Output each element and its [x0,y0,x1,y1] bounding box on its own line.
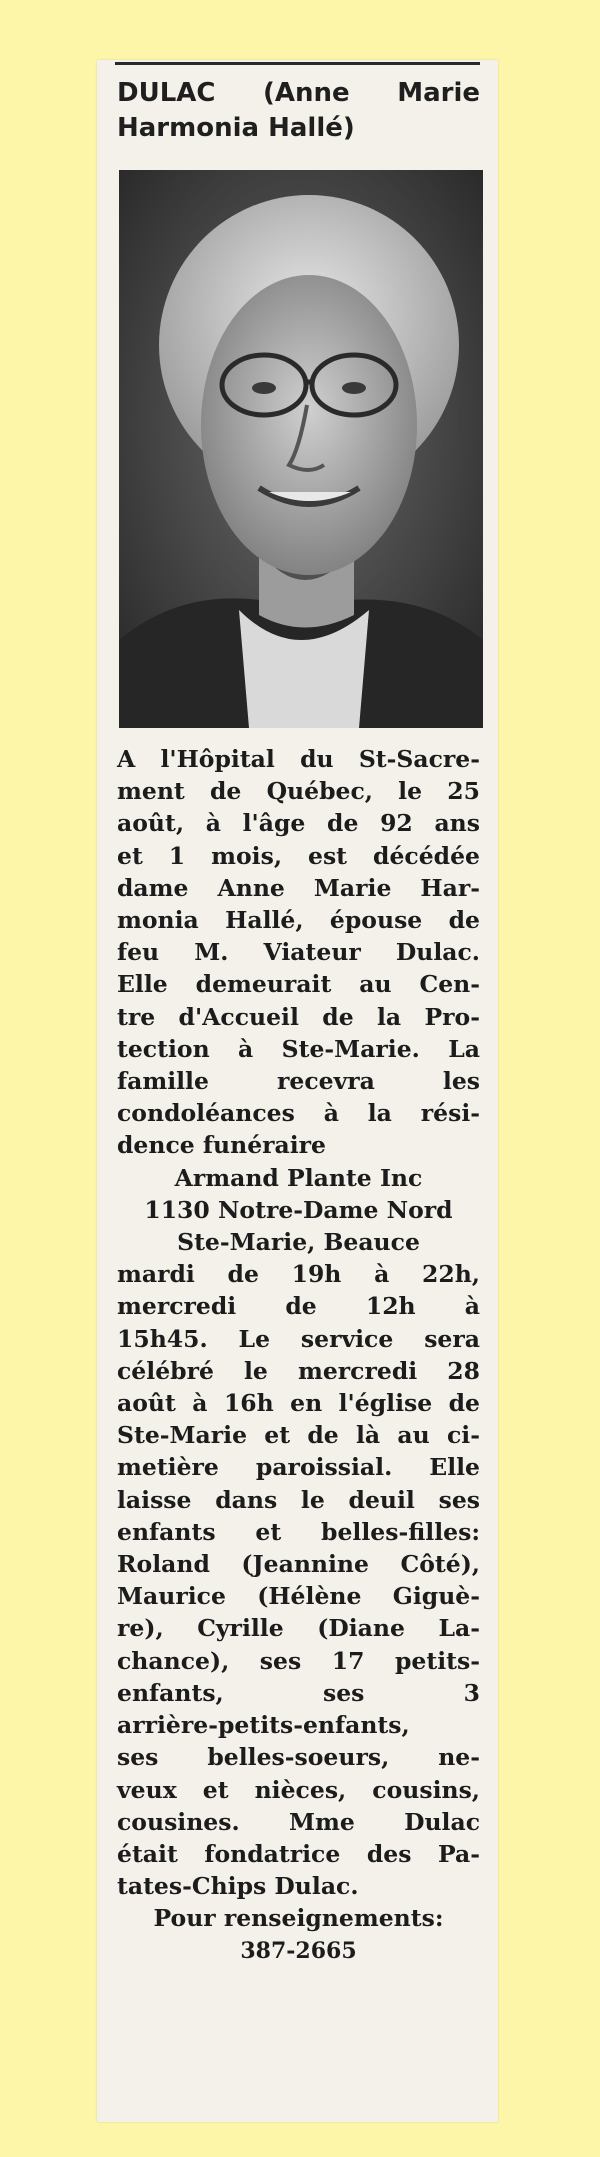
heading-line-2: Harmonia Hallé) [117,113,355,143]
body-line: metière paroissial. Elle [117,1453,480,1482]
body-line: Ste-Marie et de là au ci- [117,1421,480,1450]
funeral-home-city: Ste-Marie, Beauce [177,1228,420,1257]
body-line: arrière-petits-enfants, [117,1711,410,1740]
heading-line-1: DULAC (Anne Marie [117,78,480,108]
body-line: condoléances à la rési- [117,1099,480,1128]
body-line: cousines. Mme Dulac [117,1807,480,1836]
body-line: mercredi de 12h à [117,1292,480,1321]
body-line: laisse dans le deuil ses [117,1485,480,1514]
body-line: enfants, ses 3 [117,1678,480,1707]
obituary-body [117,743,480,1967]
body-line: ment de Québec, le 25 [117,777,480,806]
body-line: août, à l'âge de 92 ans [117,809,480,838]
portrait-illustration [119,170,483,728]
body-line: Roland (Jeannine Côté), [117,1550,480,1579]
body-line: mardi de 19h à 22h, [117,1260,480,1289]
top-rule [115,62,480,65]
body-line: dame Anne Marie Har- [117,873,480,902]
funeral-home-address: 1130 Notre-Dame Nord [144,1195,453,1224]
body-line: monia Hallé, épouse de [117,906,480,935]
body-line: Maurice (Hélène Giguè- [117,1582,480,1611]
body-line: tre d'Accueil de la Pro- [117,1002,480,1031]
body-line: célébré le mercredi 28 [117,1356,480,1385]
body-line: chance), ses 17 petits- [117,1646,480,1675]
body-line: et 1 mois, est décédée [117,841,480,870]
funeral-home-name: Armand Plante Inc [174,1163,423,1192]
body-line: famille recevra les [117,1067,480,1096]
info-label: Pour renseignements: [153,1904,444,1933]
body-line: A l'Hôpital du St-Sacre- [117,745,480,773]
body-line: 15h45. Le service sera [117,1324,480,1353]
body-line: ses belles-soeurs, ne- [117,1743,480,1772]
obituary-clipping [97,60,498,2122]
body-line: re), Cyrille (Diane La- [117,1614,480,1643]
body-line: dence funéraire [117,1131,327,1160]
body-line: veux et nièces, cousins, [117,1775,480,1804]
obituary-heading [117,76,480,146]
body-line: enfants et belles-filles: [117,1517,480,1546]
portrait-photo [119,170,483,728]
body-line: août à 16h en l'église de [117,1389,480,1418]
body-line: tates-Chips Dulac. [117,1872,359,1901]
body-line: tection à Ste-Marie. La [117,1034,480,1063]
body-line: Elle demeurait au Cen- [117,970,480,999]
body-line: feu M. Viateur Dulac. [117,938,480,967]
phone-number: 387-2665 [240,1937,357,1964]
body-line: était fondatrice des Pa- [117,1839,480,1868]
